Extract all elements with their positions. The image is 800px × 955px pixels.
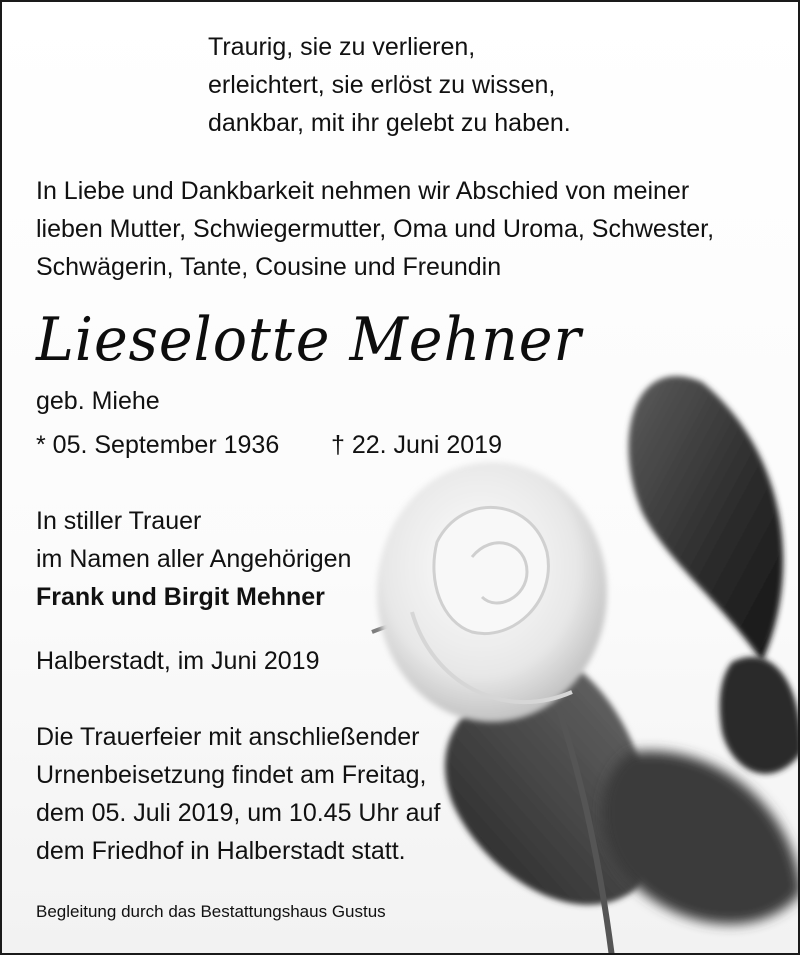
farewell-line: In Liebe und Dankbarkeit nehmen wir Abschied von meiner bbox=[36, 177, 690, 205]
farewell-line: Schwägerin, Tante, Cousine und Freundin bbox=[36, 253, 502, 281]
poem bbox=[208, 28, 571, 142]
deceased-name: Lieselotte Mehner bbox=[36, 305, 582, 375]
funeral-line: Die Trauerfeier mit anschließender bbox=[36, 723, 420, 751]
mourners-line: im Namen aller Angehörigen bbox=[36, 545, 352, 573]
poem-line: Traurig, sie zu verlieren, bbox=[208, 33, 476, 61]
place-date bbox=[36, 642, 319, 680]
birth-name-text: geb. Miehe bbox=[36, 387, 160, 415]
farewell-line: lieben Mutter, Schwiegermutter, Oma und Uroma, Schwester, bbox=[36, 215, 715, 243]
mourners-line: In stiller Trauer bbox=[36, 507, 202, 535]
life-dates bbox=[36, 426, 502, 464]
birth-date: * 05. September 1936 bbox=[36, 431, 280, 459]
birth-name bbox=[36, 382, 160, 420]
funeral-line: Urnenbeisetzung findet am Freitag, bbox=[36, 761, 427, 789]
undertaker-note: Begleitung durch das Bestattungshaus Gustus bbox=[36, 902, 386, 921]
place-date-text: Halberstadt, im Juni 2019 bbox=[36, 647, 320, 675]
mourners bbox=[36, 502, 351, 616]
funeral-info bbox=[36, 718, 440, 870]
poem-line: erleichtert, sie erlöst zu wissen, bbox=[208, 71, 556, 99]
death-date: † 22. Juni 2019 bbox=[331, 431, 502, 459]
mourner-names: Frank und Birgit Mehner bbox=[36, 583, 325, 611]
poem-line: dankbar, mit ihr gelebt zu haben. bbox=[208, 109, 571, 137]
funeral-line: dem 05. Juli 2019, um 10.45 Uhr auf bbox=[36, 799, 441, 827]
funeral-line: dem Friedhof in Halberstadt statt. bbox=[36, 837, 406, 865]
farewell-text bbox=[36, 172, 714, 286]
